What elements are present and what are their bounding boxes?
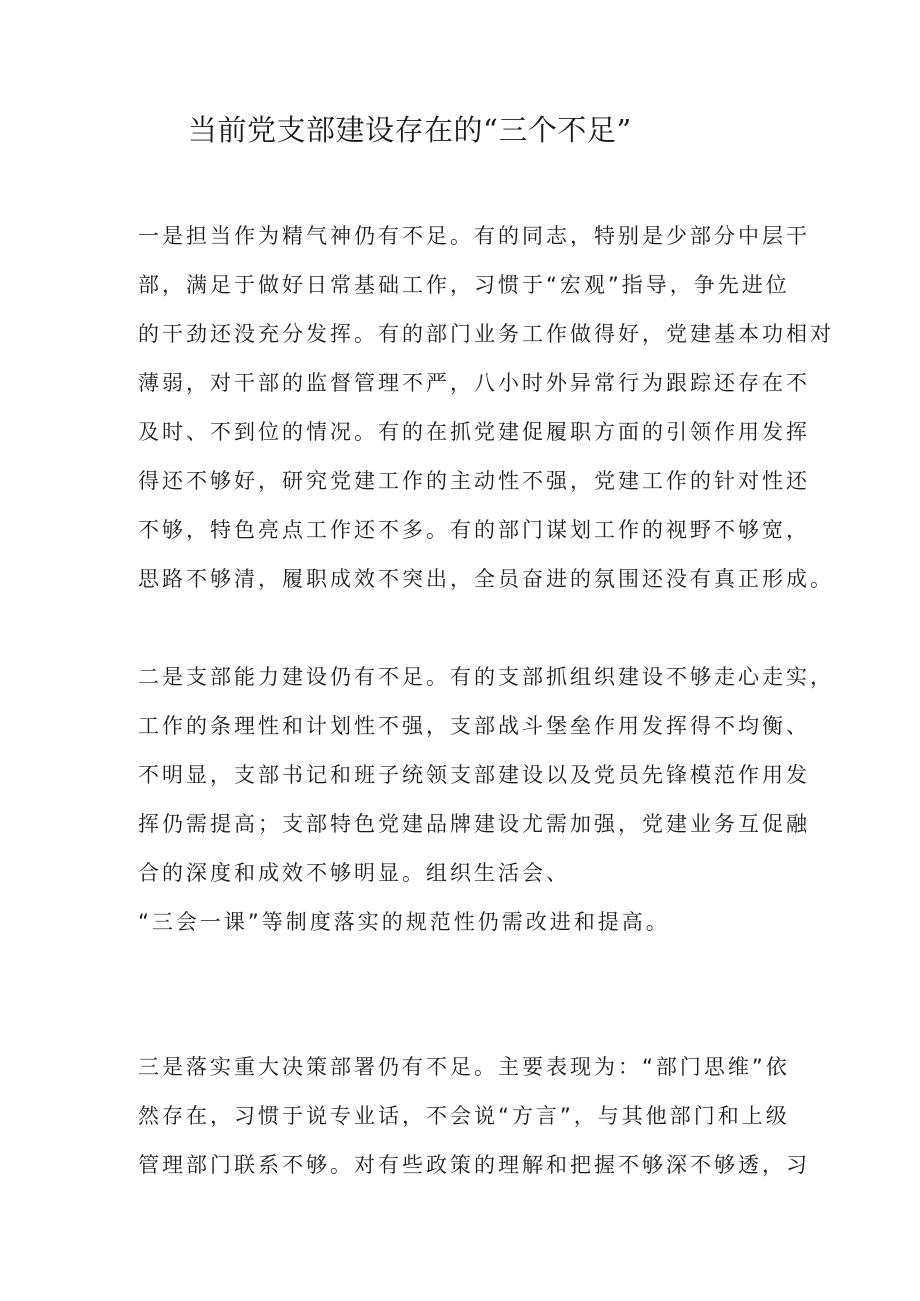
paragraph-line: 二是支部能力建设仍有不足。有的支部抓组织建设不够走心走实，	[138, 665, 834, 689]
paragraph-1	[138, 212, 834, 604]
paragraph-line: 不够，特色亮点工作还不多。有的部门谋划工作的视野不够宽，	[138, 518, 810, 542]
paragraph-2	[138, 653, 834, 947]
paragraph-3	[138, 1043, 818, 1190]
paragraph-line: 一是担当作为精气神仍有不足。有的同志，特别是少部分中层干	[138, 224, 810, 248]
paragraph-line: “三会一课”等制度落实的规范性仍需改进和提高。	[138, 910, 670, 934]
paragraph-line: 三是落实重大决策部署仍有不足。主要表现为：“部门思维”依	[138, 1055, 790, 1079]
paragraph-line: 管理部门联系不够。对有些政策的理解和把握不够深不够透，习	[138, 1153, 810, 1177]
document-title: 当前党支部建设存在的“三个不足”	[188, 113, 632, 147]
paragraph-line: 得还不够好，研究党建工作的主动性不强，党建工作的针对性还	[138, 469, 810, 493]
paragraph-line: 薄弱，对干部的监督管理不严，八小时外异常行为跟踪还存在不	[138, 371, 810, 395]
paragraph-line: 然存在，习惯于说专业话，不会说“方言”，与其他部门和上级	[138, 1104, 790, 1128]
paragraph-line: 挥仍需提高；支部特色党建品牌建设尤需加强，党建业务互促融	[138, 812, 810, 836]
paragraph-line: 的干劲还没充分发挥。有的部门业务工作做得好，党建基本功相对	[138, 322, 834, 346]
paragraph-line: 工作的条理性和计划性不强，支部战斗堡垒作用发挥得不均衡、	[138, 714, 810, 738]
paragraph-line: 及时、不到位的情况。有的在抓党建促履职方面的引领作用发挥	[138, 420, 810, 444]
paragraph-line: 思路不够清，履职成效不突出，全员奋进的氛围还没有真正形成。	[138, 567, 834, 591]
paragraph-line: 不明显，支部书记和班子统领支部建设以及党员先锋模范作用发	[138, 763, 810, 787]
paragraph-line: 部，满足于做好日常基础工作，习惯于“宏观”指导，争先进位	[138, 273, 790, 297]
paragraph-line: 合的深度和成效不够明显。组织生活会、	[138, 861, 570, 885]
